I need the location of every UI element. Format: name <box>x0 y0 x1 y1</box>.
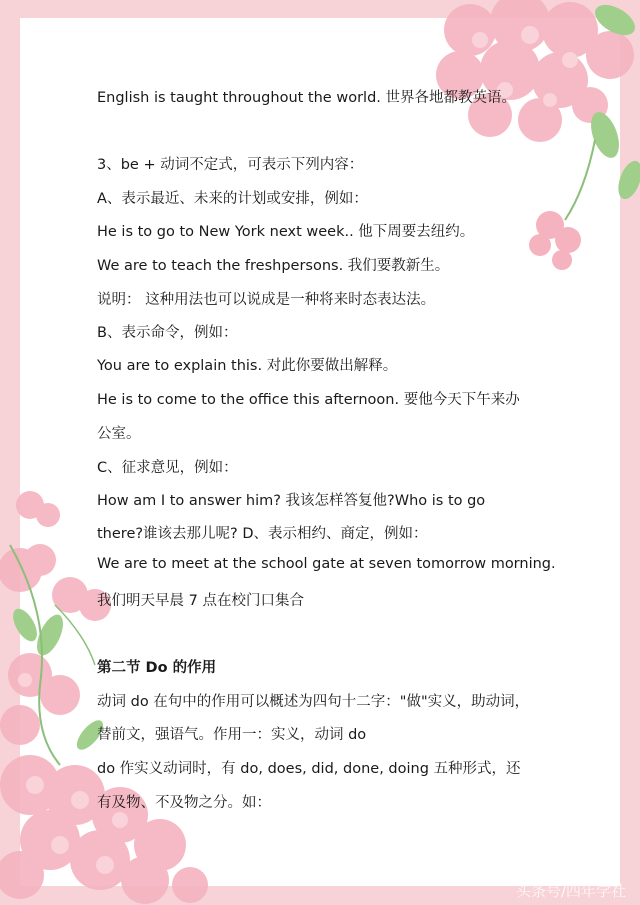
text-line: English is taught throughout the world. 世界各地都教英语。 <box>97 90 516 106</box>
text-line: How am I to answer him? 我该怎样答复他?Who is to go <box>97 493 486 509</box>
section-heading: 第二节 Do 的作用 <box>97 660 217 676</box>
text-line: 说明： 这种用法也可以说成是一种将来时态表达法。 <box>97 292 436 308</box>
text-line: 公室。 <box>97 426 141 442</box>
text-line: 我们明天早晨 7 点在校门口集合 <box>97 593 304 609</box>
text-line: do 作实义动词时，有 do, does, did, done, doing 五种形式，还 <box>97 761 521 777</box>
text-line: We are to meet at the school gate at seven tomorrow morning. <box>97 556 556 572</box>
text-line: B、表示命令，例如： <box>97 325 238 341</box>
text-line: A、表示最近、未来的计划或安排，例如： <box>97 191 368 207</box>
text-line: 3、be + 动词不定式，可表示下列内容： <box>97 157 364 173</box>
watermark: 头条号/四年学社 <box>515 882 626 900</box>
text-line: 动词 do 在句中的作用可以概述为四句十二字："做"实义，助动词， <box>97 694 530 710</box>
text-line: C、征求意见，例如： <box>97 460 238 476</box>
text-line: there?谁该去那儿呢? D、表示相约、商定，例如： <box>97 526 428 542</box>
text-line: You are to explain this. 对此你要做出解释。 <box>97 358 398 374</box>
text-line: 替前文，强语气。作用一：实义，动词 do <box>97 727 367 743</box>
text-line: He is to come to the office this afternoon. 要他今天下午来办 <box>97 392 520 408</box>
text-line: We are to teach the freshpersons. 我们要教新生。 <box>97 258 450 274</box>
text-line: He is to go to New York next week.. 他下周要去纽约。 <box>97 224 475 240</box>
text-line: 有及物、不及物之分。如： <box>97 795 271 811</box>
